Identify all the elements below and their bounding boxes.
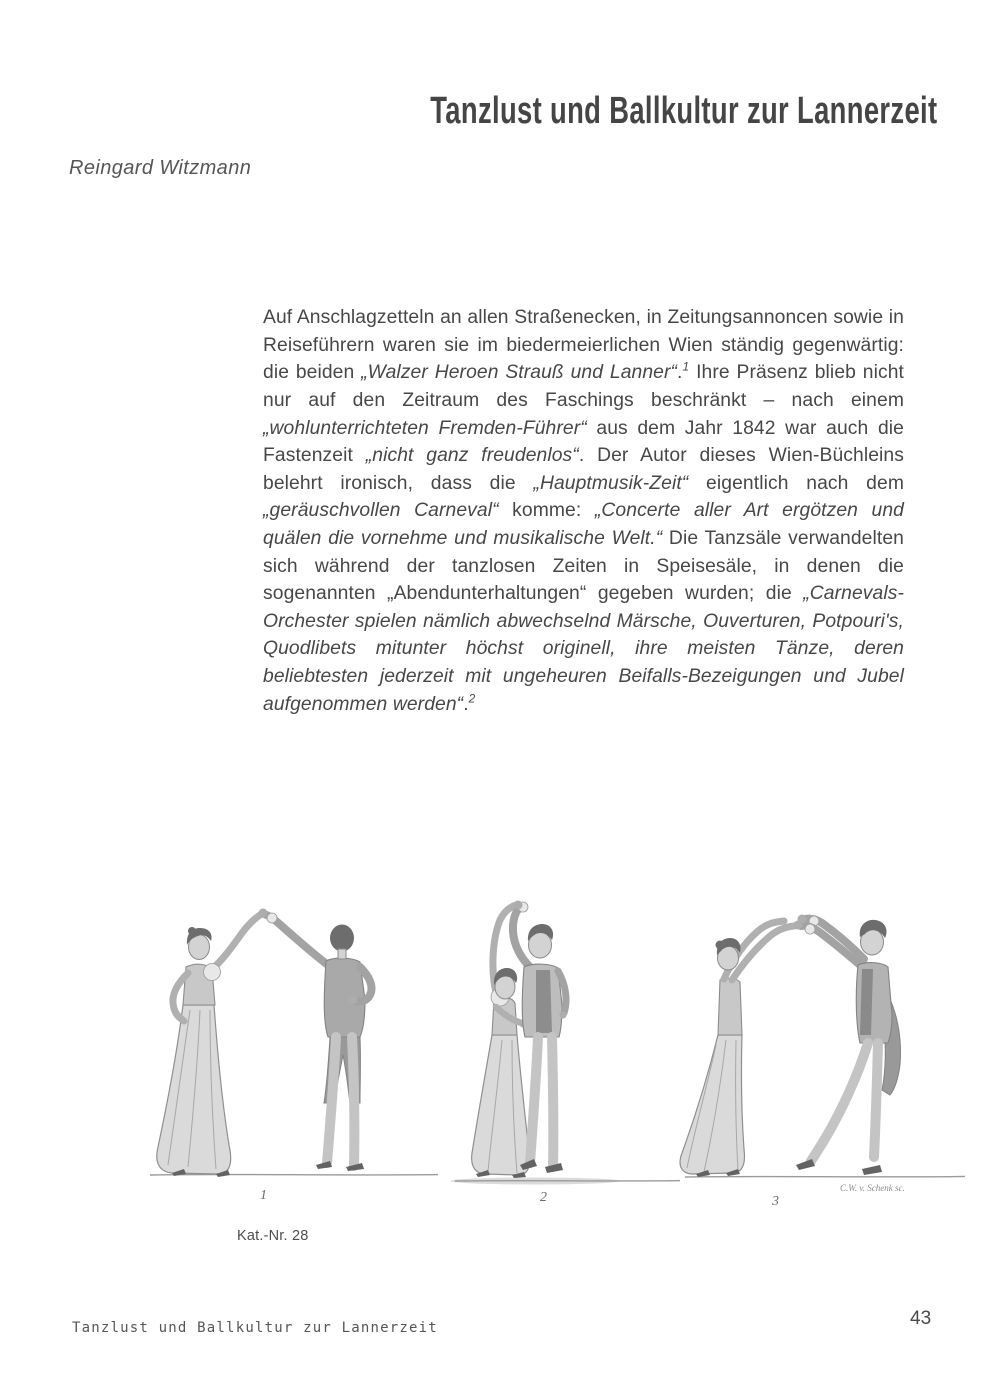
dancing-couple-1 bbox=[150, 909, 438, 1204]
man-dancer-3 bbox=[794, 915, 901, 1176]
woman-dancer-3 bbox=[680, 921, 794, 1177]
author-name: Reingard Witzmann bbox=[69, 157, 252, 179]
shirt-cuff bbox=[267, 913, 277, 923]
page-number: 43 bbox=[910, 1308, 932, 1329]
hand bbox=[349, 996, 357, 1004]
page-title: Tanzlust und Ballkultur zur Lannerzeit bbox=[429, 90, 937, 132]
standing-leg bbox=[874, 1043, 878, 1157]
foot bbox=[862, 1165, 882, 1175]
raised-arm bbox=[210, 915, 260, 971]
engraver-signature: C.W. v. Schenk sc. bbox=[840, 1183, 905, 1193]
body-paragraph: Auf Anschlagzetteln an allen Straßenecken, in Zeitungsannoncen sowie in Reiseführern waren sie im biedermeierlichen Wien ständig gegenwärtig: die beiden „Walzer Heroen Strauß und Lanner“.$^1$ Ihre Präsenz blieb nicht nur auf den Zeitraum des Faschings beschränkt – nach einem „wohlunterrichteten Fremden-Führer“ aus dem Jahr 1842 war auch die Fastenzeit „nicht ganz freudenlos“. Der Autor dieses Wien-Büchleins belehrt ironisch, dass die „Hauptmusik-Zeit“ eigentlich nach dem „geräuschvollen Carneval“ komme: „Concerte aller Art ergötzen und quälen die vornehme und musikalische Welt.“ Die Tanzsäle verwandelten sich während der tanzlosen Zeiten in Speisesäle, in denen die sogenannten „Abendunterhaltungen“ gegeben wurden; die „Carnevals-Orchester spielen nämlich abwechselnd Märsche, Ouverturen, Potpouri's, Quodlibets mitunter höchst originell, ihre meisten Tänze, deren beliebtesten jederzeit mit ungeheuren Beifalls-Bezeigungen und Jubel aufgenommen werden“.$^2$ bbox=[263, 307, 904, 715]
hand bbox=[560, 1012, 567, 1019]
figure-number-1: 1 bbox=[260, 1188, 267, 1203]
joined-hands bbox=[259, 909, 268, 918]
crossing-leg bbox=[811, 1043, 868, 1161]
figure-caption: Kat.-Nr. 28 bbox=[237, 1228, 309, 1244]
arched-arm bbox=[513, 906, 530, 967]
man-dancer-1 bbox=[259, 909, 372, 1172]
running-footer-title: Tanzlust und Ballkultur zur Lannerzeit bbox=[72, 1320, 438, 1336]
vest bbox=[536, 970, 552, 1033]
figure-number-2: 2 bbox=[540, 1190, 547, 1205]
vest bbox=[860, 969, 873, 1035]
dancing-couple-2 bbox=[450, 901, 680, 1206]
figure-number-3: 3 bbox=[772, 1194, 779, 1209]
joined-hands bbox=[514, 901, 523, 910]
leg bbox=[352, 1037, 354, 1166]
woman-dancer-2 bbox=[472, 905, 530, 1178]
leg bbox=[552, 1037, 553, 1167]
shirt-cuff bbox=[805, 924, 815, 934]
foot bbox=[796, 1159, 815, 1170]
neck bbox=[338, 949, 346, 959]
hair-bun bbox=[188, 927, 196, 935]
joined-hands bbox=[798, 915, 807, 924]
head-hair bbox=[330, 925, 354, 952]
gown-shape bbox=[157, 1005, 231, 1174]
ground-line bbox=[685, 1176, 965, 1177]
hair-bun bbox=[716, 941, 725, 950]
dancing-couple-3 bbox=[680, 915, 965, 1210]
dance-engraving-illustration bbox=[120, 885, 975, 1215]
leg bbox=[530, 1037, 538, 1163]
puff-sleeve bbox=[204, 964, 221, 981]
woman-dancer-1 bbox=[157, 915, 260, 1177]
bodice-shape bbox=[718, 978, 742, 1035]
